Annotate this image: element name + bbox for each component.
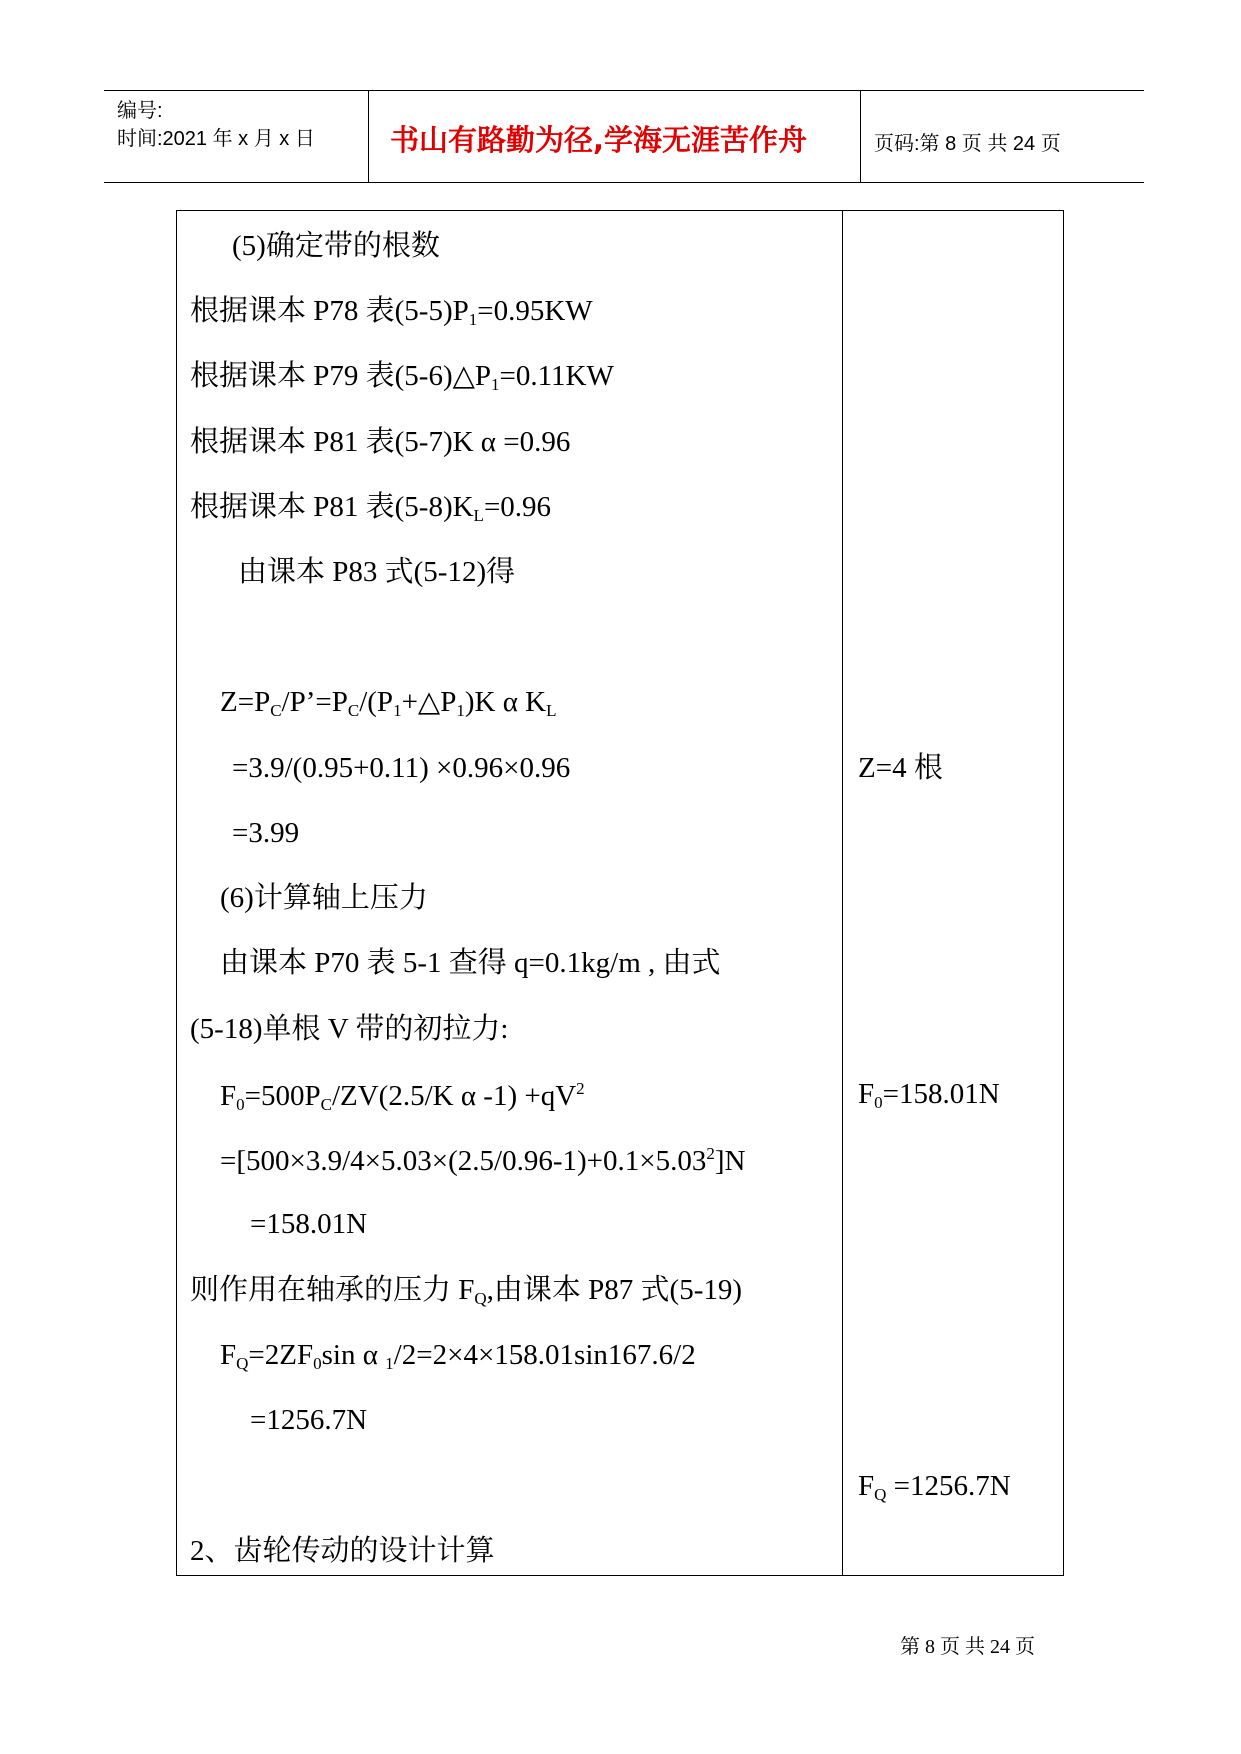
line-p1: 根据课本 P78 表$(5-5)P_1=0.95KW$ — [190, 295, 593, 329]
line-delta-p1: 根据课本 P79 表$(5-6)\triangle P_1=0.11KW$ — [190, 360, 614, 394]
line-kl: 根据课本 P81 表$(5-8)K_L=0.96$ — [190, 491, 552, 525]
header-time-label: 时间:2021 年 x 月 x 日 — [117, 128, 315, 150]
line-fq-result: =1256.7N — [250, 1404, 368, 1436]
result-f0: $F_0=158.01N$ — [858, 1078, 1000, 1112]
line-z-substitution: =3.9/(0.95+0.11) ×0.96×0.96 — [232, 752, 571, 784]
header-bottom-rule — [104, 182, 1144, 183]
line-k-alpha: 根据课本 P81 表(5-7)K α =0.96 — [190, 426, 571, 458]
header-page-label: 页码:第 8 页 共 24 页 — [874, 133, 1061, 155]
line-f0-result: =158.01N — [250, 1208, 368, 1240]
line-section-2-title: 2、齿轮传动的设计计算 — [190, 1535, 495, 1567]
line-section-5-title: (5)确定带的根数 — [232, 230, 440, 262]
line-f0-formula: $F_0=500P_C/ZV(2.5/K$ α $-1) +qV^2$ — [220, 1079, 585, 1114]
header-top-rule — [104, 90, 1144, 91]
line-fq-intro: 则作用在轴承的压力 $F_Q$,由课本 P87 式(5-19) — [190, 1274, 743, 1308]
line-q-lookup: 由课本 P70 表 5-1 查得 q=0.1kg/m , 由式 — [220, 947, 721, 979]
table-column-divider — [842, 210, 843, 1576]
result-z: Z=4 根 — [858, 752, 943, 784]
line-section-6-title: (6)计算轴上压力 — [220, 882, 428, 914]
header-motto: 书山有路勤为径,学海无涯苦作舟 — [390, 123, 808, 157]
header-divider-right — [860, 90, 861, 183]
header-number-label: 编号: — [117, 100, 163, 122]
line-z-result: =3.99 — [232, 817, 300, 849]
line-fq-formula: $F_Q=2ZF_0\sin$ α $_1$/2=2×4×158.01sin167.6/2 — [220, 1339, 696, 1373]
line-initial-tension: (5-18)单根 V 带的初拉力: — [190, 1013, 509, 1045]
result-fq: $F_Q =1256.7N$ — [858, 1470, 1011, 1504]
line-z-formula: $Z=P_C/P’=P_C/(P_1+\triangle P_1)K$ α $K_L$ — [220, 686, 557, 720]
header-divider-left — [368, 90, 369, 183]
line-f0-substitution: $=[500\times 3.9/4\times 5.03\times(2.5/0.96-1)+0.1\times 5.03^2]N$ — [220, 1144, 746, 1177]
line-formula-ref: 由课本 P83 式(5-12)得 — [238, 556, 516, 588]
page-footer: 第 8 页 共 24 页 — [900, 1636, 1035, 1658]
